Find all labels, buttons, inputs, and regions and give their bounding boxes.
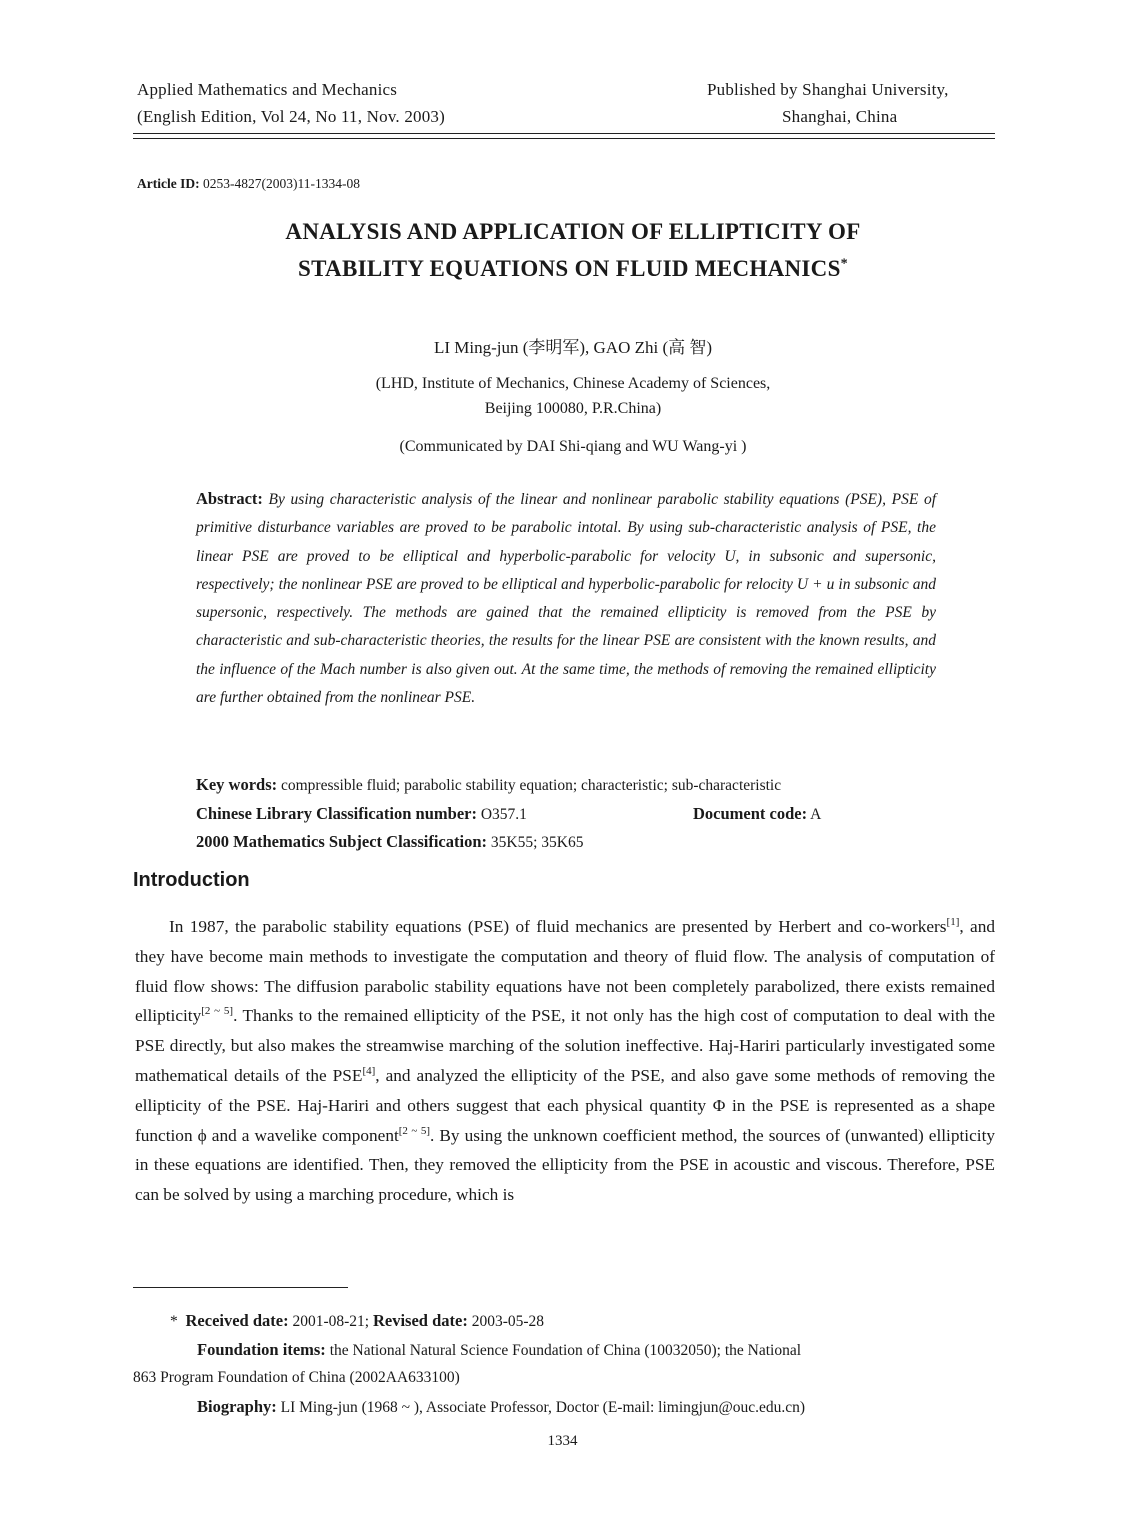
publisher-place: Shanghai, China — [782, 107, 898, 126]
publisher: Published by Shanghai University, — [707, 80, 949, 99]
intro-text-3: . Thanks to the remained ellipticity of the PSE, it not only has the high cost of computation to deal with the PSE directly, but also makes the streamwise marching of the solution ineffective. Haj-Hariri particularly investigated some mathematical details of the PSE — [135, 1006, 995, 1085]
communicated-by: (Communicated by DAI Shi-qiang and WU Wang-yi ) — [399, 438, 747, 455]
citation-3: [4] — [362, 1065, 376, 1078]
classification-line — [196, 800, 956, 829]
clc-label: Chinese Library Classification number: — [196, 803, 477, 823]
document-code — [693, 800, 821, 829]
title-line-2: STABILITY EQUATIONS ON FLUID MECHANICS — [298, 256, 841, 281]
biography-text: LI Ming-jun (1968 ~ ), Associate Professor, Doctor (E-mail: limingjun@ouc.edu.cn) — [280, 1399, 806, 1416]
article-id-value: 0253-4827(2003)11-1334-08 — [202, 176, 360, 191]
footnote-dates — [170, 1307, 544, 1337]
authors: LI Ming-jun (李明军), GAO Zhi (高 智) — [433, 338, 713, 357]
footnote-rule — [133, 1287, 348, 1288]
keywords-block — [196, 771, 956, 857]
clc-value: O357.1 — [480, 805, 527, 823]
doc-code-value: A — [810, 805, 822, 823]
introduction-body — [135, 912, 995, 1210]
received-label: Received date: — [185, 1311, 289, 1330]
intro-paragraph — [135, 912, 995, 1210]
biography-label: Biography: — [197, 1397, 277, 1416]
keywords — [196, 771, 956, 800]
citation-2: [2 ~ 5] — [201, 1005, 234, 1018]
journal-name: Applied Mathematics and Mechanics — [137, 80, 398, 99]
intro-text-2: , and they have become main methods to investigate the computation and theory of fluid flow. The analysis of computation of fluid flow shows: The diffusion parabolic stability equations have not been completely parabolized, there exists remained ellipticity — [135, 917, 996, 1026]
keywords-label: Key words: — [196, 775, 278, 794]
title-footnote-mark: * — [840, 256, 848, 272]
title-line-1: ANALYSIS AND APPLICATION OF ELLIPTICITY OF — [285, 219, 861, 244]
foundation-items-cont: 863 Program Foundation of China (2002AA633100) — [133, 1369, 460, 1386]
header-rule-bottom — [133, 138, 995, 139]
biography — [197, 1393, 805, 1423]
intro-text-5: . By using the unknown coefficient method, the sources of (unwanted) ellipticity in these equations are identified. Then, they removed the ellipticity from the PSE in acoustic and viscous. Therefore, PSE can be solved by using a marching procedure, which is — [135, 1125, 996, 1205]
abstract — [196, 485, 936, 712]
section-heading: Introduction — [133, 869, 250, 891]
received-date: 2001-08-21; — [292, 1313, 370, 1330]
header-rule-top — [133, 133, 995, 134]
affiliation — [133, 371, 1013, 421]
msc-value: 35K55; 35K65 — [490, 834, 584, 851]
page-number: 1334 — [547, 1433, 578, 1449]
keywords-value: compressible fluid; parabolic stability equation; characteristic; sub-characteristic — [281, 777, 782, 794]
article-id-label: Article ID: — [137, 176, 200, 191]
msc-label: 2000 Mathematics Subject Classification: — [196, 832, 488, 851]
foundation-items — [197, 1336, 801, 1366]
foundation-text: the National Natural Science Foundation of China (10032050); the National — [329, 1342, 802, 1359]
foundation-label: Foundation items: — [197, 1340, 326, 1359]
doc-code-label: Document code: — [693, 803, 808, 823]
intro-text-4: , and analyzed the ellipticity of the PSE, and also gave some methods of removing the ellipticity of the PSE. Haj-Hariri and others suggest that each physical quantity Φ in the PSE is represented as a shape function ϕ and a wavelike component — [135, 1065, 995, 1145]
article-id — [137, 176, 360, 192]
msc — [196, 828, 956, 857]
affiliation-line-2: Beijing 100080, P.R.China) — [484, 400, 662, 417]
revised-date: 2003-05-28 — [471, 1313, 545, 1330]
intro-text-1: In 1987, the parabolic stability equations (PSE) of fluid mechanics are presented by Herbert and co-workers — [169, 917, 947, 936]
citation-1: [1] — [946, 916, 960, 929]
journal-edition: (English Edition, Vol 24, No 11, Nov. 2003) — [137, 107, 445, 126]
citation-4: [2 ~ 5] — [398, 1124, 431, 1137]
affiliation-line-1: (LHD, Institute of Mechanics, Chinese Academy of Sciences, — [375, 375, 771, 392]
footnote-star: * — [170, 1313, 178, 1330]
abstract-text: By using characteristic analysis of the linear and nonlinear parabolic stability equations (PSE), PSE of primitive disturbance variables are proved to be parabolic intotal. By using sub-characteristic analysis of PSE, the linear PSE are proved to be elliptical and hyperbolic-parabolic for velocity U, in subsonic and supersonic, respectively; the nonlinear PSE are proved to be elliptical and hyperbolic-parabolic for relocity U + u in subsonic and supersonic, respectively. The methods are gained that the remained ellipticity is removed from the PSE by characteristic and sub-characteristic theories, the results for the linear PSE are consistent with the known results, and the influence of the Mach number is also given out. At the same time, the methods of removing the remained ellipticity are further obtained from the nonlinear PSE. — [196, 491, 936, 707]
paper-title — [133, 213, 1013, 287]
abstract-label: Abstract: — [196, 489, 263, 508]
revised-label: Revised date: — [372, 1311, 468, 1330]
